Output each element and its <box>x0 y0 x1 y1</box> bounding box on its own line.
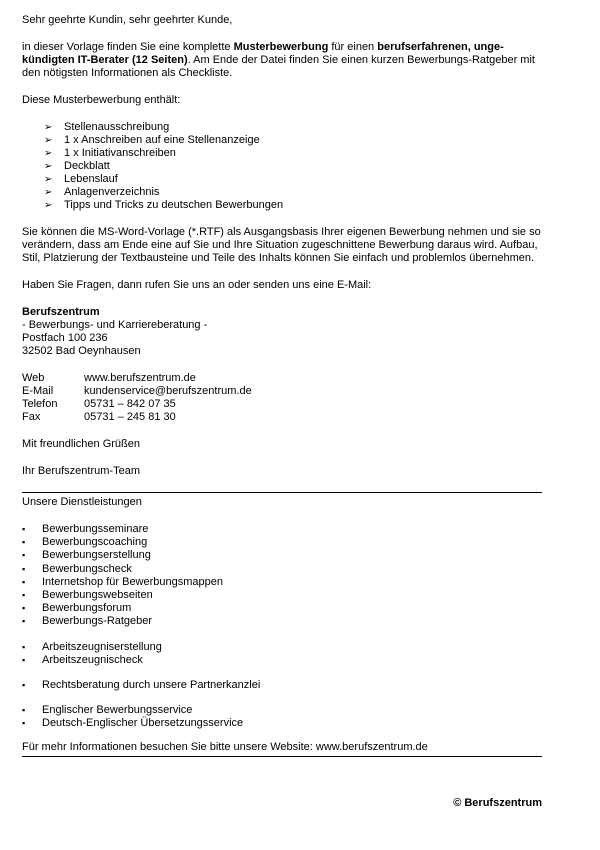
service-item-text: Bewerbungscoaching <box>42 536 148 549</box>
greeting: Sehr geehrte Kundin, sehr geehrter Kunde, <box>22 14 233 26</box>
service-item <box>22 523 542 536</box>
service-item <box>22 717 542 730</box>
contact-value: 05731 – 245 81 30 <box>84 411 176 423</box>
intro-pre: in dieser Vorlage finden Sie eine komplette <box>22 41 234 53</box>
square-bullet-icon: ▪ <box>22 654 26 665</box>
contact-label: Web <box>22 372 45 384</box>
square-bullet-icon: ▪ <box>22 590 26 601</box>
service-item-text: Bewerbungsseminare <box>42 523 149 535</box>
service-item <box>22 549 542 562</box>
service-item-text: Internetshop für Bewerbungsmappen <box>42 575 224 588</box>
contact-row <box>22 398 542 411</box>
questions-text: Haben Sie Fragen, dann rufen Sie uns an oder senden uns eine E-Mail: <box>22 279 372 291</box>
contents-item-text: Anlagenverzeichnis <box>64 186 160 198</box>
service-item <box>22 576 542 589</box>
square-bullet-icon: ▪ <box>22 550 26 561</box>
arrow-bullet-icon: ➢ <box>44 148 53 159</box>
divider-top <box>22 492 542 493</box>
square-bullet-icon: ▪ <box>22 680 26 691</box>
square-bullet-icon: ▪ <box>22 641 26 652</box>
intro-bold-2: berufserfahrenen, unge- <box>377 41 504 53</box>
square-bullet-icon: ▪ <box>22 603 26 614</box>
services-list-2 <box>22 641 542 667</box>
company-postbox: Postfach 100 236 <box>22 332 108 344</box>
services-list-4 <box>22 704 542 730</box>
contact-value: www.berufszentrum.de <box>84 372 196 384</box>
service-item-text: Bewerbungs-Ratgeber <box>42 615 153 628</box>
intro-post: . Am Ende der Datei finden Sie einen kurzen Bewerbungs-Ratgeber mit den nötigsten Informationen als Checkliste. <box>22 54 535 79</box>
arrow-bullet-icon: ➢ <box>44 135 53 146</box>
arrow-bullet-icon: ➢ <box>44 174 53 185</box>
contents-item-text: 1 x Anschreiben auf eine Stellenanzeige <box>64 134 260 146</box>
contact-row <box>22 372 542 385</box>
company-city: 32502 Bad Oeynhausen <box>22 345 141 357</box>
services-heading: Unsere Dienstleistungen <box>22 496 142 508</box>
signature: Ihr Berufszentrum-Team <box>22 465 140 477</box>
service-item <box>22 654 542 667</box>
divider-bottom <box>22 756 542 757</box>
service-item <box>22 602 542 615</box>
arrow-bullet-icon: ➢ <box>44 187 53 198</box>
contact-row <box>22 411 542 424</box>
contents-item <box>44 199 542 212</box>
contact-label: E-Mail <box>22 385 54 397</box>
service-item-text: Bewerbungswebseiten <box>42 589 153 602</box>
contents-item-text: Stellenausschreibung <box>64 121 170 133</box>
intro-bold-3: kündigten IT-Berater (12 Seiten) <box>22 54 188 66</box>
contents-item-text: 1 x Initiativanschreiben <box>64 147 176 159</box>
service-item <box>22 704 542 717</box>
service-item <box>22 641 542 654</box>
square-bullet-icon: ▪ <box>22 576 26 587</box>
service-item-text: Rechtsberatung durch unsere Partnerkanzlei <box>42 679 261 692</box>
service-item <box>22 589 542 602</box>
service-item-text: Bewerbungserstellung <box>42 549 151 562</box>
service-item-text: Bewerbungscheck <box>42 562 132 575</box>
arrow-bullet-icon: ➢ <box>44 122 53 133</box>
square-bullet-icon: ▪ <box>22 537 26 548</box>
intro-mid: für einen <box>328 41 378 53</box>
service-item-text: Englischer Bewerbungsservice <box>42 704 193 717</box>
document-page <box>22 14 542 757</box>
service-item-text: Deutsch-Englischer Übersetzungsservice <box>42 717 244 730</box>
services-list-1 <box>22 523 542 629</box>
contents-item <box>44 173 542 186</box>
company-name <box>22 306 542 319</box>
contact-label: Telefon <box>22 398 58 410</box>
contact-row <box>22 385 542 398</box>
contents-item <box>44 147 542 160</box>
contents-heading: Diese Musterbewerbung enthält: <box>22 94 181 106</box>
contact-label: Fax <box>22 411 41 423</box>
square-bullet-icon: ▪ <box>22 616 26 627</box>
square-bullet-icon: ▪ <box>22 524 26 534</box>
contents-item <box>44 186 542 199</box>
square-bullet-icon: ▪ <box>22 718 26 729</box>
service-item-text: Arbeitszeugnischeck <box>42 653 143 666</box>
service-item-text: Arbeitszeugniserstellung <box>42 640 162 653</box>
company-name-bold: Berufszentrum <box>22 306 100 318</box>
service-item <box>22 536 542 549</box>
contents-item-text: Deckblatt <box>64 160 110 172</box>
contact-table <box>22 372 542 424</box>
intro-paragraph <box>22 41 542 80</box>
square-bullet-icon: ▪ <box>22 563 26 574</box>
contents-item-text: Lebenslauf <box>64 173 118 185</box>
contents-item <box>44 160 542 173</box>
contents-item <box>44 121 542 134</box>
contents-item <box>44 134 542 147</box>
copyright: © Berufszentrum <box>453 797 542 809</box>
contact-value: 05731 – 842 07 35 <box>84 398 176 410</box>
services-list-3 <box>22 679 542 692</box>
service-item <box>22 615 542 628</box>
usage-paragraph: Sie können die MS-Word-Vorlage (*.RTF) als Ausgangsbasis Ihrer eigenen Bewerbung nehmen und sie so verändern, dass am Ende eine auf Sie und Ihre Situation zugeschnittene Bewerbung daraus wird. Aufbau, Stil, Platzierung der Textbausteine und Teile des Inhalts können Sie einfach und problemlos übernehmen. <box>22 226 541 264</box>
arrow-bullet-icon: ➢ <box>44 200 53 211</box>
contact-value: kundenservice@berufszentrum.de <box>84 385 252 397</box>
service-item-text: Bewerbungsforum <box>42 602 132 615</box>
more-info-text: Für mehr Informationen besuchen Sie bitte unsere Website: www.berufszentrum.de <box>22 740 428 753</box>
contents-item-text: Tipps und Tricks zu deutschen Bewerbungen <box>64 199 284 211</box>
service-item <box>22 563 542 576</box>
contents-list <box>22 121 542 212</box>
intro-bold-1: Musterbewerbung <box>233 41 329 53</box>
service-item <box>22 679 542 692</box>
square-bullet-icon: ▪ <box>22 705 26 716</box>
arrow-bullet-icon: ➢ <box>44 161 53 172</box>
company-tagline: - Bewerbungs- und Karriereberatung - <box>22 319 208 331</box>
closing: Mit freundlichen Grüßen <box>22 438 140 450</box>
